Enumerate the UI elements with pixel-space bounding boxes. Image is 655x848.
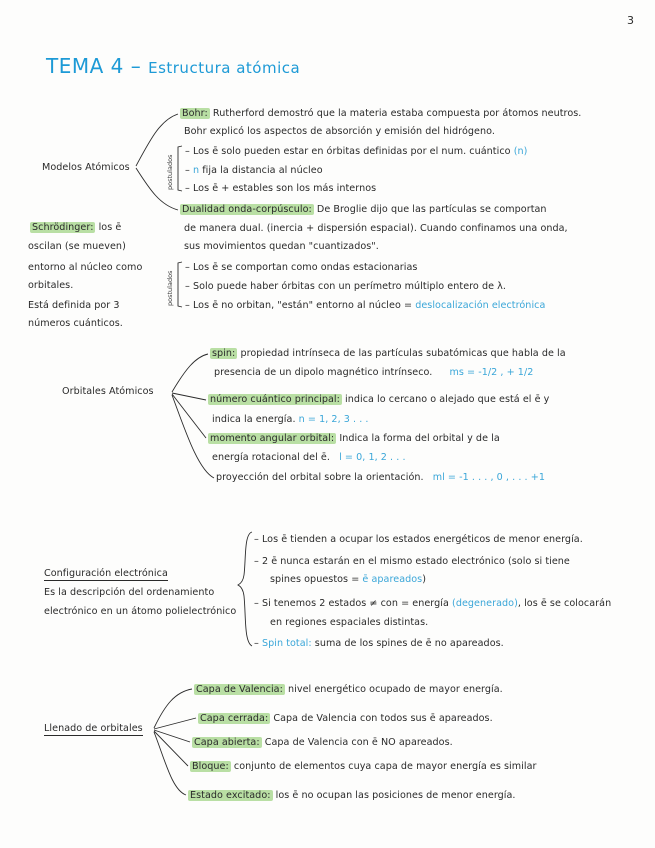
postulado-1a-text: – Los ē solo pueden estar en órbitas definidas por el num. cuántico [185, 146, 511, 157]
schrodinger-line-2: oscilan (se mueven) [28, 241, 126, 252]
angular-text-1: Indica la forma del orbital y de la [339, 433, 500, 444]
bohr-text-1: Rutherford demostró que la materia estaba compuesta por átomos neutros. [212, 108, 582, 119]
angular-values: l = 0, 1, 2 . . . [339, 452, 406, 463]
branch-principal [172, 393, 206, 400]
configuracion-desc-2: electrónico en un átomo polielectrónico [44, 606, 237, 617]
item-4-dash: – [254, 638, 259, 649]
estado-excitado-term: Estado excitado: [190, 790, 271, 801]
principal-values: n = 1, 2, 3 . . . [298, 414, 369, 425]
configuracion-item-4 [254, 638, 504, 650]
dualidad-text-1: De Broglie dijo que las partículas se comportan [316, 204, 547, 215]
bloque-line [190, 761, 537, 773]
capa-cerrada-term: Capa cerrada: [200, 713, 269, 724]
configuracion-item-3b: en regiones espaciales distintas. [270, 617, 429, 628]
capa-abierta-line [192, 737, 453, 749]
schrodinger-line-6: números cuánticos. [28, 318, 123, 329]
item-2b-blue: ē apareados [362, 574, 423, 585]
configuracion-item-2a: – 2 ē nunca estarán en el mismo estado electrónico (solo si tiene [254, 556, 570, 567]
postulado-1a-n: (n) [513, 146, 528, 157]
item-4-text: suma de los spines de ē no apareados. [314, 638, 504, 649]
capa-valencia-line [194, 684, 503, 696]
postulado-1b-text: fija la distancia al núcleo [202, 165, 323, 176]
item-2b-text: spines opuestos = [270, 574, 360, 585]
spin-line-1 [210, 348, 566, 360]
page-number: 3 [627, 14, 634, 27]
spin-text-2: presencia de un dipolo magnético intrínseco. [214, 367, 433, 378]
branch-capa-valencia [154, 689, 192, 728]
dualidad-term: Dualidad onda-corpúsculo: [182, 204, 312, 215]
bohr-line-1 [180, 108, 581, 120]
orbitales-label: Orbitales Atómicos [62, 386, 154, 397]
angular-line-1 [208, 433, 500, 445]
principal-line-2 [212, 414, 369, 426]
estado-excitado-line [188, 790, 516, 802]
estado-excitado-text: los ē no ocupan las posiciones de menor energía. [275, 790, 516, 801]
item-3a-blue: (degenerado) [452, 598, 518, 609]
postulado-1b-dash: – [185, 165, 190, 176]
dualidad-line-2: de manera dual. (inercia + dispersión espacial). Cuando confinamos una onda, [184, 223, 568, 234]
title-subject: Estructura atómica [148, 59, 301, 77]
postulados-label-2: postulados [166, 270, 174, 306]
bloque-text: conjunto de elementos cuya capa de mayor energía es similar [233, 761, 537, 772]
title-prefix: TEMA 4 [46, 54, 124, 78]
postulado-1a [185, 146, 527, 158]
principal-term: número cuántico principal: [210, 394, 340, 405]
item-3a-end: , los ē se colocarán [517, 598, 612, 609]
schrodinger-text-1: los ē [98, 222, 122, 233]
postulado-2c [185, 300, 545, 312]
angular-term: momento angular orbital: [210, 433, 335, 444]
configuracion-item-1: – Los ē tienden a ocupar los estados energéticos de menor energía. [254, 534, 583, 545]
proyeccion-text: proyección del orbital sobre la orientación. [216, 472, 424, 483]
spin-line-2 [214, 367, 533, 379]
branch-capa-cerrada [154, 718, 196, 729]
angular-line-2 [212, 452, 406, 464]
postulado-1c: – Los ē + estables son los más internos [185, 183, 377, 194]
dualidad-line-1 [180, 204, 547, 216]
postulado-2b: – Solo puede haber órbitas con un perímetro múltiplo entero de λ. [185, 281, 506, 292]
principal-text-2: indica la energía. [212, 414, 296, 425]
schrodinger-line-3: entorno al núcleo como [28, 262, 143, 273]
schrodinger-term: Schrödinger: [32, 222, 94, 233]
item-3a-text: – Si tenemos 2 estados ≠ con = energía [254, 598, 449, 609]
postulado-2a: – Los ē se comportan como ondas estacionarias [185, 262, 418, 273]
bohr-line-2: Bohr explicó los aspectos de absorción y emisión del hidrógeno. [184, 126, 495, 137]
llenado-label: Llenado de orbitales [44, 723, 143, 734]
capa-cerrada-line [198, 713, 493, 725]
title-dash: – [123, 54, 149, 78]
spin-term: spin: [212, 348, 236, 359]
postulado-1b [185, 165, 323, 177]
branch-angular [172, 394, 206, 438]
capa-cerrada-text: Capa de Valencia con todos sus ē apareados. [273, 713, 493, 724]
proyeccion-values: ml = -1 . . . , 0 , . . . +1 [432, 472, 545, 483]
principal-text-1: indica lo cercano o alejado que está el ē y [345, 394, 550, 405]
schrodinger-line-4: orbitales. [28, 280, 74, 291]
angular-text-2: energía rotacional del ē. [212, 452, 330, 463]
spin-text-1: propiedad intrínseca de las partículas subatómicas que habla de la [240, 348, 566, 359]
capa-valencia-text: nivel energético ocupado de mayor energía. [288, 684, 503, 695]
dualidad-line-3: sus movimientos quedan "cuantizados". [184, 241, 379, 252]
brace-configuracion [238, 532, 252, 646]
brace-postulados-2 [178, 262, 182, 307]
principal-line-1 [208, 394, 549, 406]
configuracion-item-3a [254, 598, 611, 610]
configuracion-desc-1: Es la descripción del ordenamiento [44, 587, 215, 598]
postulado-2c-blue: deslocalización electrónica [415, 300, 546, 311]
configuracion-label: Configuración electrónica [44, 568, 168, 579]
item-2b-end: ) [422, 574, 427, 585]
branch-spin [172, 354, 208, 392]
schrodinger-line-1 [30, 222, 121, 234]
branch-estado [154, 732, 186, 795]
item-4-blue: Spin total: [261, 638, 312, 649]
spin-values: ms = -1/2 , + 1/2 [449, 367, 534, 378]
proyeccion-line [216, 472, 545, 484]
branch-bloque [154, 731, 188, 766]
bloque-term: Bloque: [192, 761, 229, 772]
brace-postulados-1 [178, 146, 182, 191]
capa-valencia-term: Capa de Valencia: [196, 684, 283, 695]
postulados-label-1: postulados [166, 154, 174, 190]
bohr-term: Bohr: [182, 108, 208, 119]
capa-abierta-term: Capa abierta: [194, 737, 260, 748]
modelos-label: Modelos Atómicos [42, 162, 130, 173]
schrodinger-line-5: Está definida por 3 [28, 300, 120, 311]
capa-abierta-text: Capa de Valencia con ē NO apareados. [264, 737, 453, 748]
configuracion-item-2b [270, 574, 426, 586]
postulado-1b-n: n [192, 165, 200, 176]
postulado-2c-text: – Los ē no orbitan, "están" entorno al núcleo = [185, 300, 413, 311]
